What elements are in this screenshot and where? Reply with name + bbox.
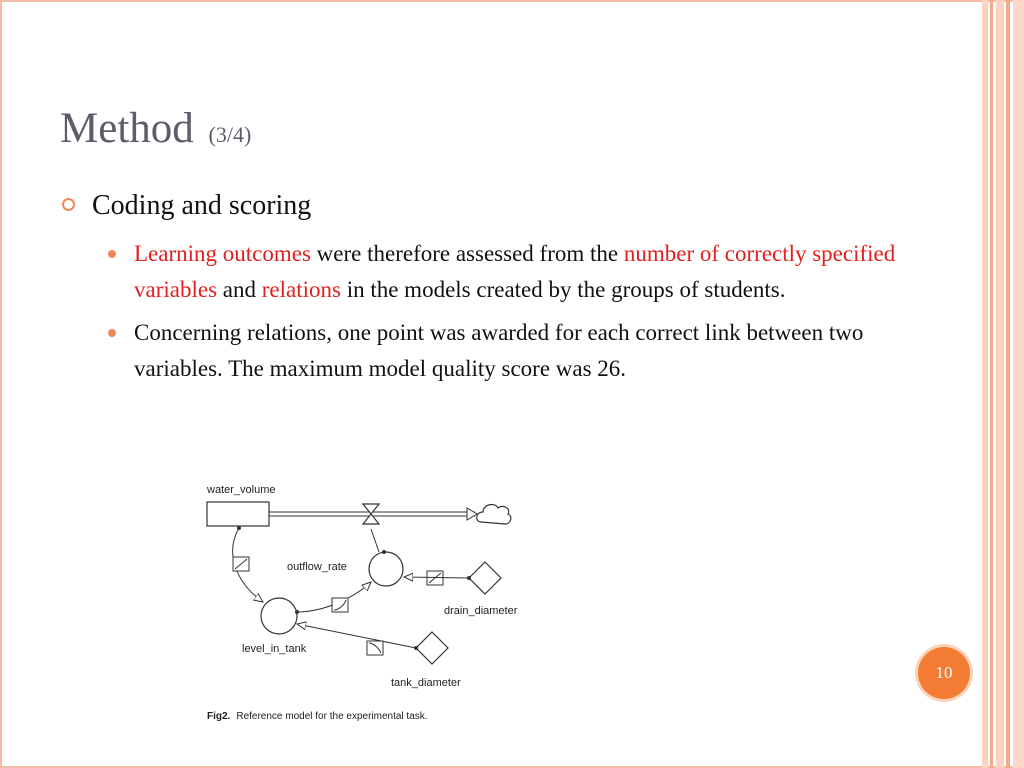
bullet-text: Concerning relations, one point was awarded for each correct link between two variables. The maximum model quality score was 26. [134, 320, 864, 381]
converter-outflow-rate [369, 552, 403, 586]
model-diagram [195, 472, 545, 732]
ring-bullet-icon [62, 198, 75, 211]
figure-caption [207, 711, 428, 722]
flow-arrow-icon [467, 508, 477, 520]
bullet-text: were therefore assessed from the [310, 241, 624, 266]
title-text: Method [60, 105, 194, 152]
title-subtitle: (3/4) [208, 122, 252, 147]
label-level-in-tank: level_in_tank [242, 643, 307, 655]
dot-bullet-icon [108, 329, 116, 337]
highlight-relations: relations [261, 277, 341, 302]
label-water-volume: water_volume [207, 484, 276, 496]
model-diagram-svg [195, 472, 545, 732]
page-number: 10 [935, 663, 953, 682]
highlight-learning-outcomes: Learning outcomes [134, 241, 311, 266]
cloud-sink-icon [477, 505, 511, 524]
dot-bullet-icon [108, 250, 116, 258]
label-tank-diameter: tank_diameter [391, 677, 461, 689]
label-outflow-rate: outflow_rate [287, 561, 347, 573]
level1-text: Coding and scoring [92, 190, 312, 221]
slide-title [60, 104, 251, 153]
caption-text: Reference model for the experimental task. [236, 711, 428, 722]
decorative-stripes [982, 0, 1024, 768]
stock-water-volume [207, 502, 269, 526]
highlight-number-of-variables: number of correctly specified variables [134, 241, 896, 302]
converter-level-in-tank [261, 598, 297, 634]
valve-icon [363, 504, 379, 524]
frame-top-border [0, 0, 1024, 2]
link-valve-outflow [371, 529, 379, 552]
link-tank-level [297, 624, 416, 648]
frame-left-border [0, 0, 2, 768]
bullet-item [108, 315, 908, 387]
level1-bullet [62, 190, 311, 222]
link-drain-outflow [404, 577, 469, 578]
bullet-text: in the models created by the groups of students. [340, 277, 786, 302]
bullet-item [108, 236, 908, 308]
bullet-list [108, 236, 908, 394]
diamond-drain-diameter [469, 562, 501, 594]
bullet-text: and [217, 277, 262, 302]
page-number-badge [918, 647, 970, 699]
label-drain-diameter: drain_diameter [444, 605, 518, 617]
caption-prefix: Fig2. [207, 711, 231, 722]
diamond-tank-diameter [416, 632, 448, 664]
